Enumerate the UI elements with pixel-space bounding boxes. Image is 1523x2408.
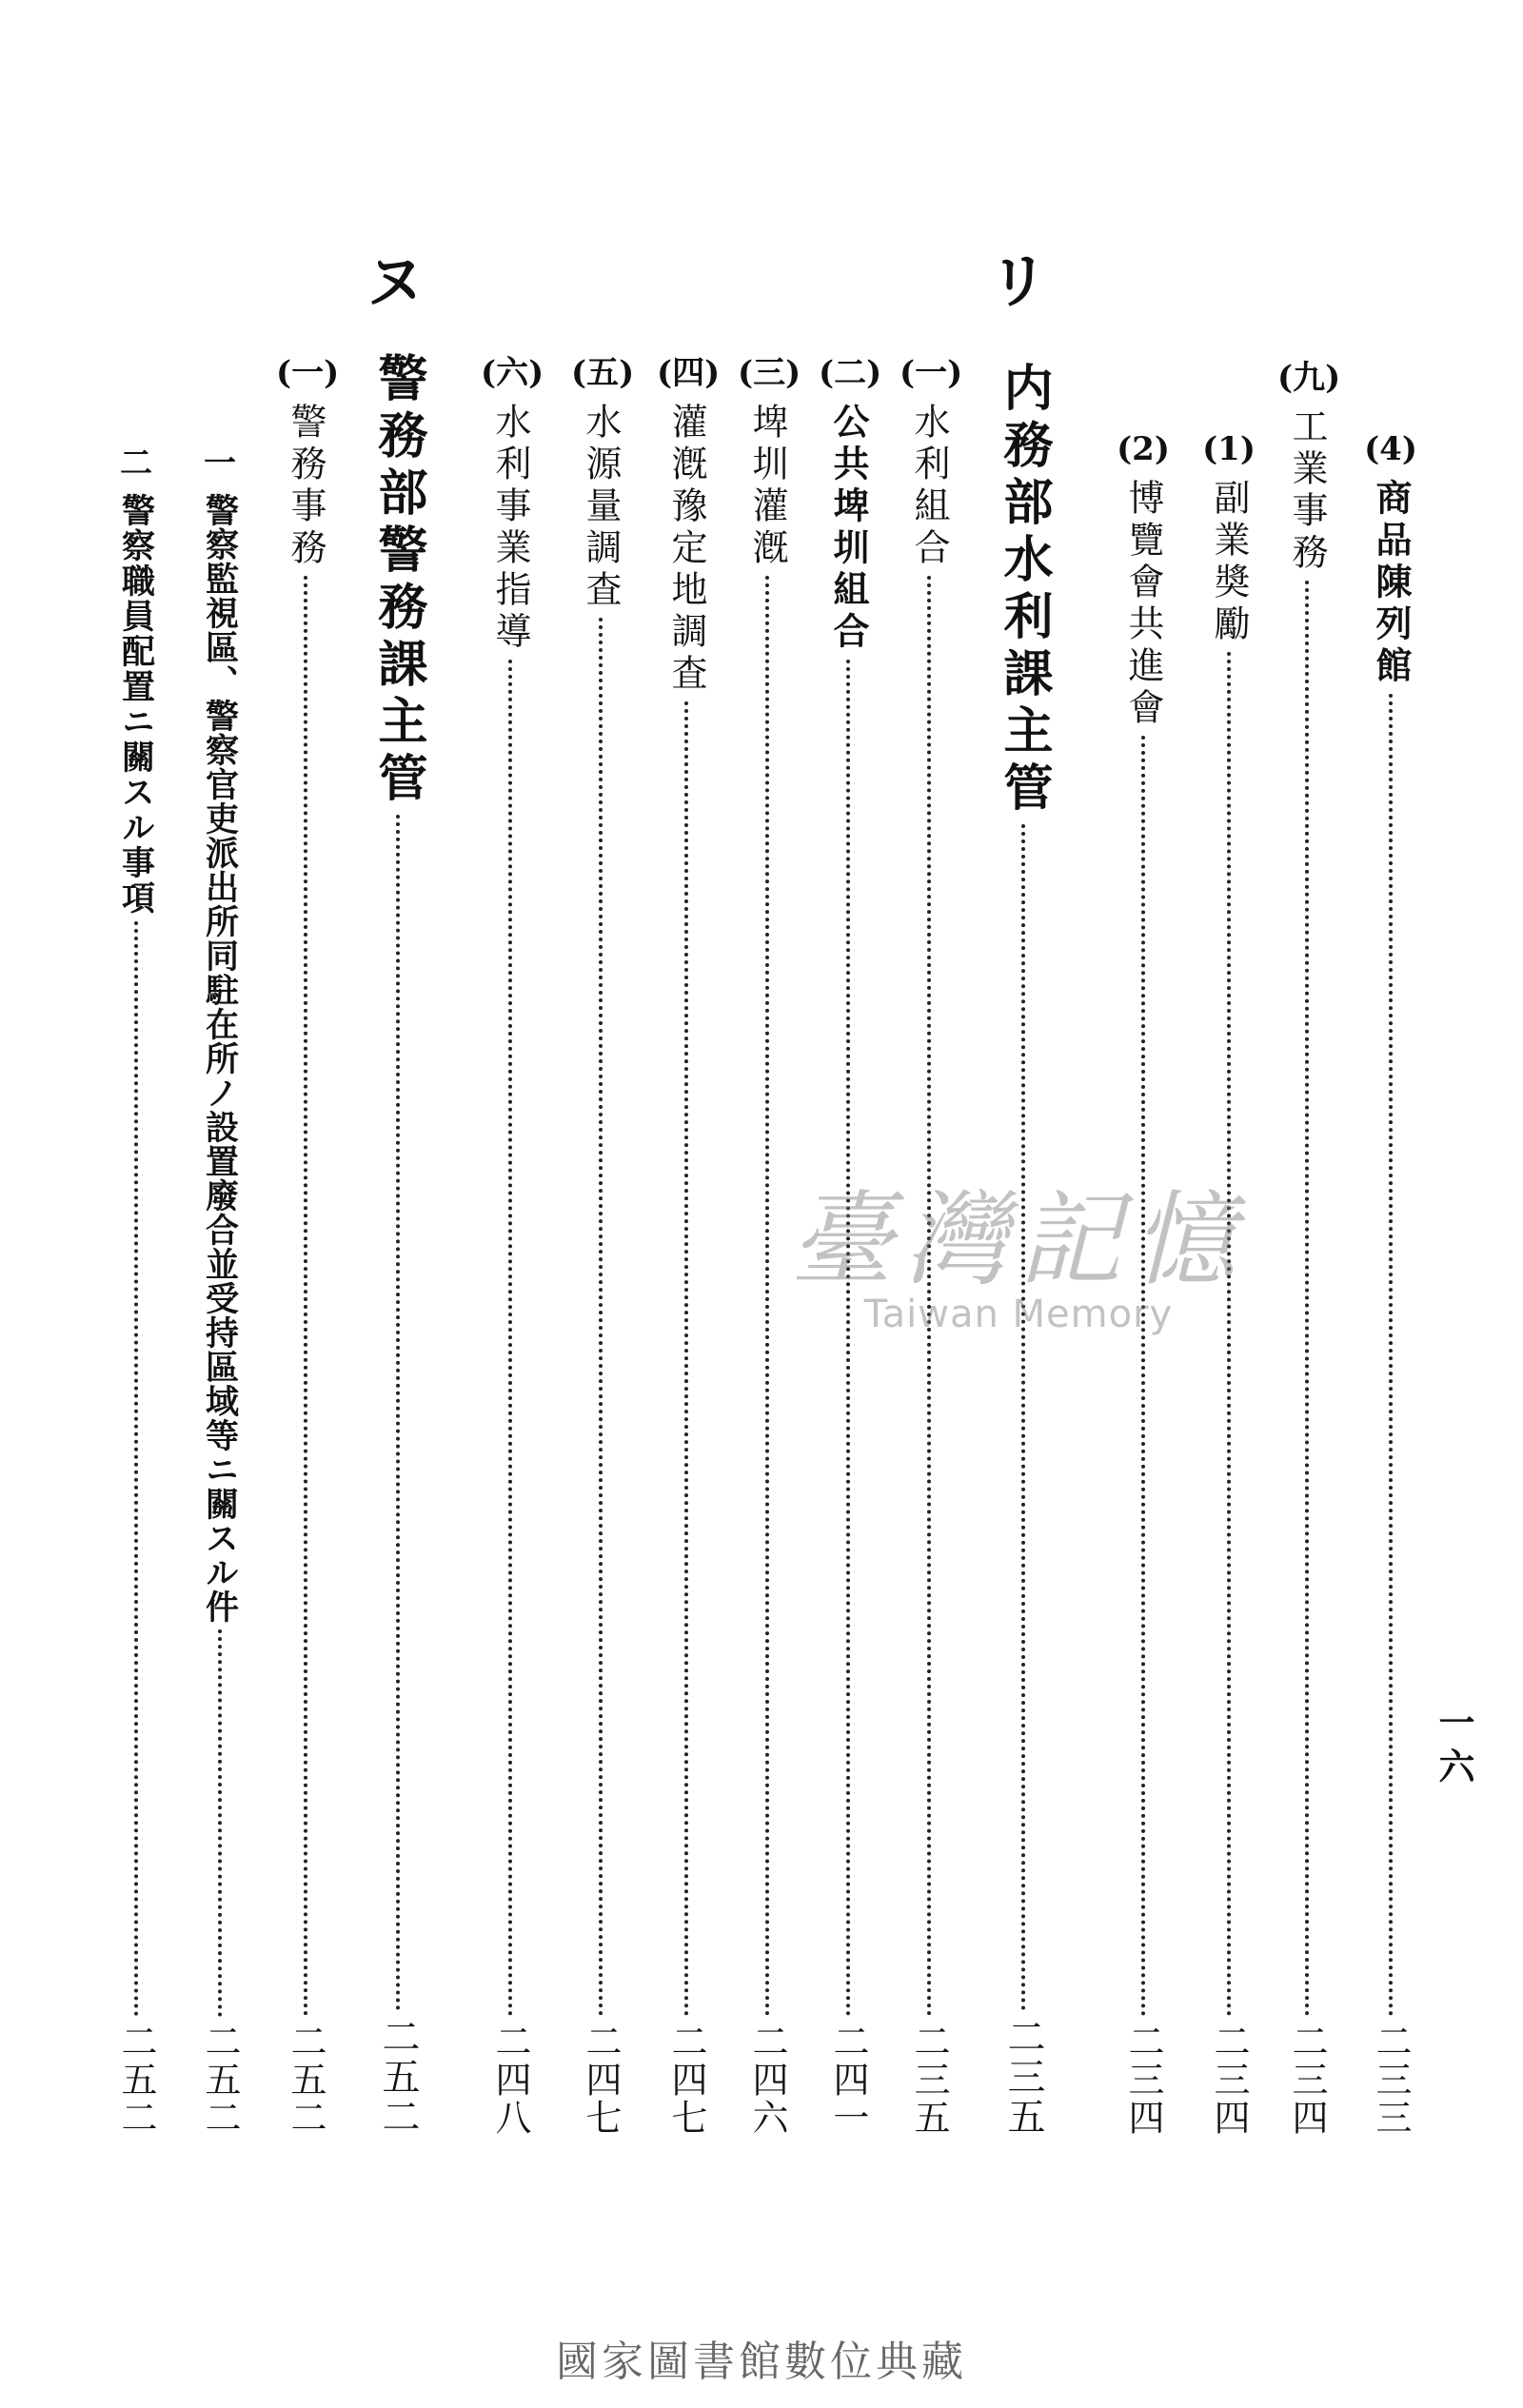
- leader-dots: [599, 618, 603, 2017]
- toc-entry-police-affairs: [276, 354, 340, 2137]
- entry-page: 二五二: [199, 2023, 241, 2137]
- section-letter-nu: ヌ: [365, 247, 425, 316]
- toc-entry-police-staffing: [107, 444, 166, 2137]
- entry-title: 埤圳灌漑: [746, 403, 788, 570]
- entry-page: 二四七: [665, 2023, 707, 2137]
- entry-title: 水利事業指導: [489, 403, 531, 654]
- entry-page: 二四一: [827, 2023, 869, 2137]
- entry-title: 警察監視區、警察官吏派出所同駐在所ノ設置廢合並受持區域等ニ關スル件: [200, 493, 240, 1624]
- entry-marker: (2): [1117, 430, 1170, 468]
- entry-page: 二四八: [489, 2023, 531, 2137]
- toc-entry-side-business: [1199, 430, 1258, 2137]
- leader-dots: [304, 576, 307, 2017]
- entry-title: 灌漑豫定地調査: [665, 403, 707, 696]
- entry-title: 博覽會共進會: [1122, 479, 1164, 730]
- leader-dots: [134, 921, 138, 2017]
- entry-marker: (九): [1277, 359, 1341, 397]
- entry-marker: (五): [571, 354, 635, 392]
- entry-page: 二五二: [285, 2023, 326, 2137]
- footer-caption: 國家圖書館數位典藏: [556, 2338, 967, 2386]
- section-page: 二三五: [1001, 2017, 1045, 2137]
- entry-title: 警務事務: [285, 403, 326, 570]
- entry-page: 二三四: [1122, 2023, 1164, 2137]
- entry-page: 二三三: [1370, 2023, 1412, 2137]
- toc-entry-water-association: [900, 354, 963, 2137]
- section-title-water-affairs: [985, 362, 1061, 2137]
- section-page: 二五二: [376, 2017, 420, 2137]
- section-title-text: 内務部水利課主管: [995, 362, 1053, 819]
- entry-page: 二三五: [908, 2023, 950, 2137]
- leader-dots: [1021, 824, 1025, 2011]
- entry-title: 警察職員配置ニ關スル事項: [116, 493, 156, 916]
- entry-title: 商品陳列館: [1370, 479, 1413, 688]
- leader-dots: [218, 1629, 222, 2017]
- leader-dots: [1227, 652, 1231, 2017]
- leader-dots: [684, 701, 688, 2017]
- toc-entry-irrigation: [738, 354, 801, 2137]
- toc-entry-industry: [1277, 359, 1341, 2137]
- entry-page: 二四七: [580, 2023, 622, 2137]
- entry-title: 工業事務: [1286, 407, 1328, 575]
- entry-title: 水源量調査: [580, 403, 622, 612]
- entry-marker: (三): [738, 354, 801, 392]
- toc-entry-water-source-survey: [571, 354, 635, 2137]
- watermark-main: 臺灣記憶: [789, 1181, 1247, 1300]
- entry-marker: (一): [900, 354, 963, 392]
- toc-entry-expo: [1114, 430, 1173, 2137]
- entry-title: 公共埤圳組合: [827, 403, 870, 654]
- toc-entry-irrigation-planned-land-survey: [657, 354, 721, 2137]
- toc-entry-water-project-guidance: [481, 354, 544, 2137]
- entry-marker: (1): [1202, 430, 1256, 468]
- toc-entry-public-irrigation-association: [819, 354, 882, 2137]
- entry-page: 二三四: [1208, 2023, 1250, 2137]
- entry-marker: (四): [657, 354, 721, 392]
- leader-dots: [846, 660, 850, 2017]
- entry-marker: (六): [481, 354, 544, 392]
- entry-marker: 二: [120, 444, 152, 483]
- page-number: 一六: [1433, 1704, 1475, 1791]
- section-title-police-affairs: [360, 352, 436, 2137]
- entry-marker: 一: [204, 444, 236, 483]
- leader-dots: [1389, 694, 1393, 2017]
- entry-marker: (4): [1364, 430, 1417, 468]
- toc-entry-commerce-museum: [1361, 430, 1420, 2137]
- leader-dots: [765, 576, 769, 2017]
- entry-page: 二三四: [1286, 2023, 1328, 2137]
- section-title-text: 警務部警務課主管: [369, 352, 427, 809]
- section-letter-ri: リ: [988, 247, 1048, 316]
- watermark-sub: Taiwan Memory: [863, 1292, 1174, 1336]
- leader-dots: [508, 660, 512, 2017]
- toc-entry-police-stations: [190, 444, 249, 2137]
- leader-dots: [927, 576, 931, 2017]
- entry-marker: (二): [819, 354, 882, 392]
- entry-page: 二五二: [115, 2023, 157, 2137]
- entry-marker: (一): [276, 354, 340, 392]
- entry-title: 副業奬勵: [1208, 479, 1250, 646]
- entry-page: 二四六: [746, 2023, 788, 2137]
- entry-title: 水利組合: [908, 403, 950, 570]
- leader-dots: [396, 815, 400, 2011]
- leader-dots: [1305, 581, 1309, 2017]
- leader-dots: [1141, 736, 1145, 2017]
